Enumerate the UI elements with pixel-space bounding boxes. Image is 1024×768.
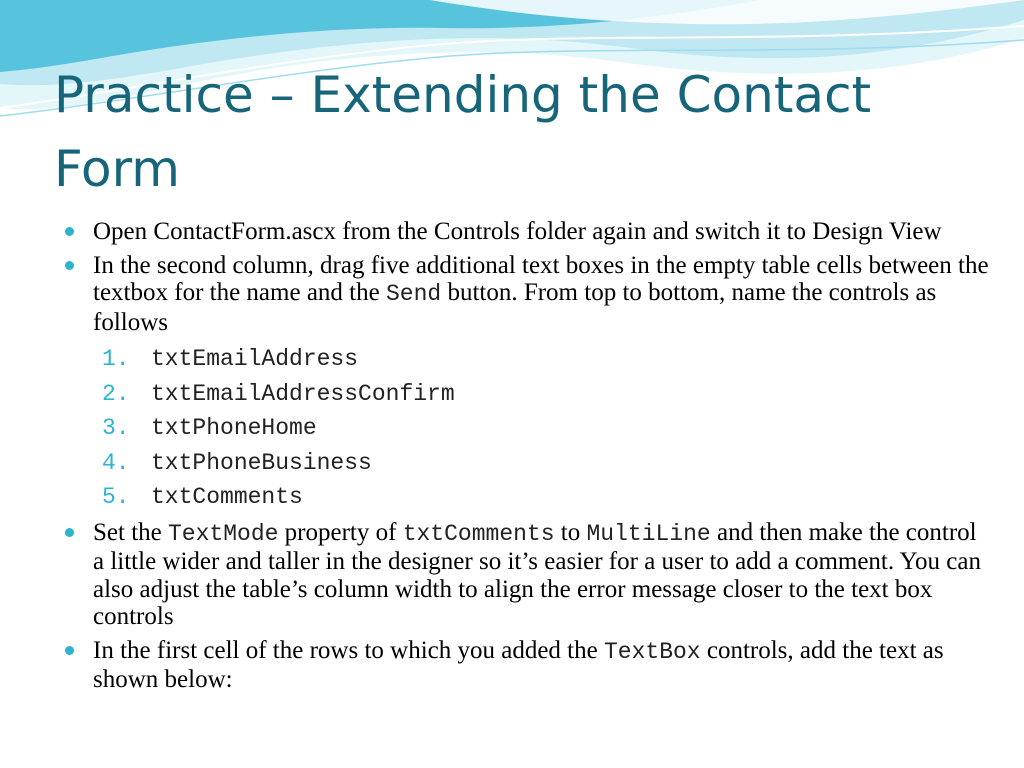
code-run: MultiLine bbox=[586, 520, 711, 547]
code-run: TextMode bbox=[168, 520, 279, 547]
text-run: In the second column, drag five additional text boxes in the empty table cells between the textbox for the name and the bbox=[93, 251, 989, 306]
bullet-dot-icon bbox=[65, 227, 74, 236]
text-run: and then make the control a little wider and taller in the designer so it’s easier for a user to add a comment. You can also adjust the table’s column width to align the error message closer to the text box controls bbox=[93, 518, 981, 630]
list-item bbox=[102, 411, 992, 446]
list-item-text: txtEmailAddressConfirm bbox=[151, 380, 455, 407]
text-run: property of bbox=[278, 518, 403, 546]
bullet-item bbox=[62, 637, 992, 694]
bullet-dot-icon bbox=[65, 261, 74, 270]
text-run: button. From top to bottom, name the controls as follows bbox=[93, 279, 937, 336]
text-run: In the first cell of the rows to which you added the bbox=[93, 636, 604, 664]
bullet-text bbox=[93, 637, 944, 694]
list-item bbox=[102, 480, 992, 515]
list-item bbox=[102, 446, 992, 481]
list-number: 4. bbox=[102, 449, 130, 476]
list-item bbox=[102, 377, 992, 412]
text-run: Set the bbox=[93, 518, 168, 546]
text-run: to bbox=[554, 518, 587, 546]
slide-body bbox=[62, 218, 992, 700]
code-run: TextBox bbox=[603, 638, 701, 665]
list-item-text: txtPhoneHome bbox=[151, 415, 317, 441]
list-number: 3. bbox=[102, 415, 130, 441]
bullet-text bbox=[93, 252, 989, 336]
bullet-item bbox=[62, 252, 992, 337]
bullet-item bbox=[62, 218, 992, 246]
list-item-text: txtEmailAddress bbox=[151, 346, 359, 372]
bullet-dot-icon bbox=[65, 646, 74, 655]
list-number: 2. bbox=[102, 380, 130, 407]
text-run: Open ContactForm.ascx from the Controls folder again and switch it to Design View bbox=[93, 218, 942, 245]
slide-title: Practice – Extending the Contact Form bbox=[54, 66, 872, 198]
code-run: txtComments bbox=[402, 520, 555, 547]
list-item-text: txtPhoneBusiness bbox=[151, 449, 372, 476]
list-number: 5. bbox=[102, 484, 130, 510]
code-run: Send bbox=[385, 281, 442, 307]
control-names-list bbox=[62, 342, 992, 515]
list-item bbox=[102, 342, 992, 377]
bullet-text bbox=[93, 519, 981, 631]
list-number: 1. bbox=[102, 346, 130, 372]
text-run: controls, add the text as shown below: bbox=[93, 636, 944, 693]
bullet-text bbox=[93, 218, 942, 245]
list-item-text: txtComments bbox=[151, 484, 303, 510]
bullet-dot-icon bbox=[65, 528, 74, 537]
bullet-item bbox=[62, 519, 992, 631]
